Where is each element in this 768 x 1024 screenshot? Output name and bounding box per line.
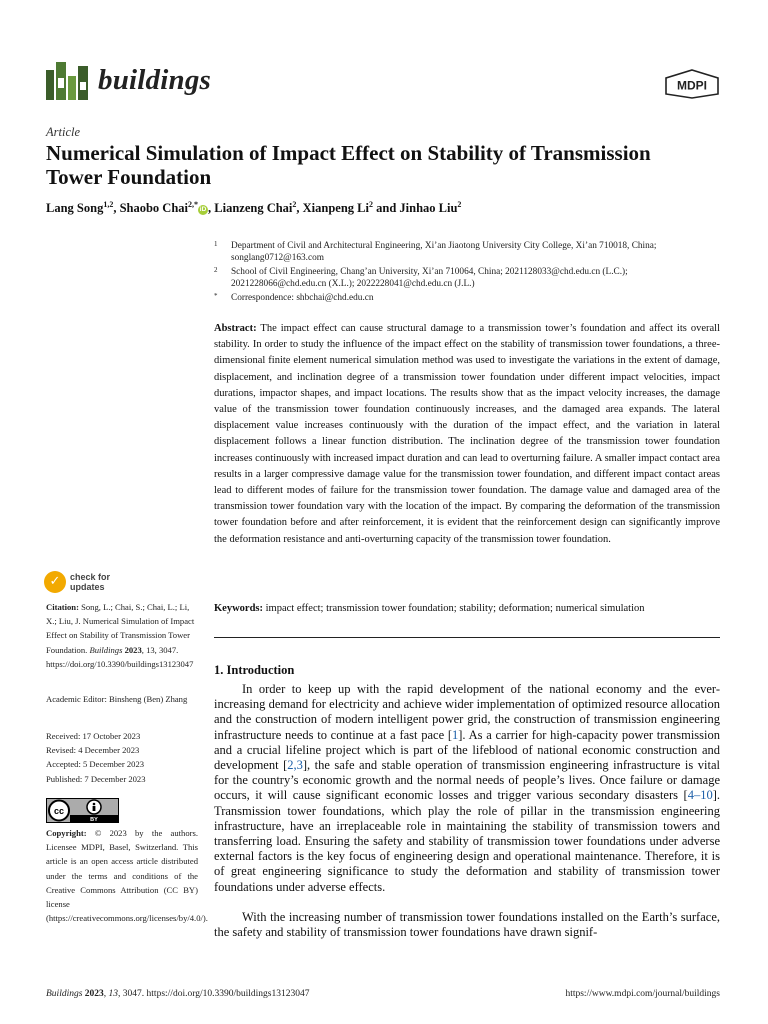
citation-label: Citation: xyxy=(46,602,79,612)
intro-paragraph xyxy=(214,682,720,895)
paragraph-text: ]. Transmission tower foundations, which play the role of pillar in the transmission engineering infrastructure, have an irreplaceable role in maintaining the stability of transmission towers and transferring load. Ensuring the safety and stability of transmission tower foundations under adverse external factors is the key focus of engineering design and operational maintenance. Therefore, it is of great engineering significance to study the deformation and stability of transmission tower foundations under adverse effects. xyxy=(214,788,720,894)
affiliation-number: 2 xyxy=(214,266,218,274)
check-updates-label xyxy=(70,572,110,592)
author-separator: and xyxy=(373,201,400,216)
check-updates-line: check for xyxy=(70,572,111,582)
accepted-date: Accepted: 5 December 2023 xyxy=(46,759,145,770)
author-affiliation: 1,2 xyxy=(103,200,114,209)
author-affiliation: 2 xyxy=(369,200,373,209)
correspondence-mark: * xyxy=(214,292,218,300)
author-separator: , xyxy=(296,201,303,216)
affiliation-2 xyxy=(214,266,720,290)
check-for-updates-button[interactable] xyxy=(44,571,164,595)
publisher-name: MDPI xyxy=(677,78,707,93)
svg-text:cc: cc xyxy=(53,806,65,816)
copyright-notice xyxy=(46,826,208,925)
citation-details[interactable]: , 13, 3047. https://doi.org/10.3390/buildings13123047 xyxy=(46,644,194,669)
citation-link[interactable]: 1 xyxy=(452,727,459,742)
abstract-text: The impact effect can cause structural damage to a transmission tower’s foundation and affect its overall stability. In order to study the influence of the impact effect on the stability of transmission tower foundations, a three-dimensional finite element numerical simulation method was used to investigate the variations in the extent of damage, displacement, and inclination degree of a transmission tower foundation under different impact velocities, impact durations, impactor shapes, and impact locations. The results show that as the impact velocity increases, the damage value of the transmission tower foundation continuously increases, and the damaged area expands. The lateral displacement value increases continuously with the duration of the impact effect, and the variation in lateral displacement follows a linear function distribution. The inclination degree of the transmission tower foundation increases continuously with increased impact duration and can lead to overturning failure. A smaller impact contact area results in a larger compressive damage value for the transmission tower foundation, and different impact contact areas lead to different modes of failure for the transmission tower foundation. The damage value and damaged area of the transmission tower foundation vary with the location of the impact. By comparing the deformation of the transmission tower foundation before and after reinforcement, it is evident that the reinforcement design can significantly improve the deformation resistance and anti-overturning capacity of the transmission tower foundation. xyxy=(214,323,720,545)
author-affiliation: 2 xyxy=(292,200,297,209)
copyright-label: Copyright: xyxy=(46,828,87,838)
citation-year: 2023 xyxy=(124,644,142,655)
article-title: Numerical Simulation of Impact Effect on Stability of Transmission Tower Foundation xyxy=(46,141,651,189)
author-affiliation: 2 xyxy=(457,200,462,209)
footer-journal: Buildings xyxy=(46,989,83,999)
received-date: Received: 17 October 2023 xyxy=(46,731,141,741)
academic-editor: Academic Editor: Binsheng (Ben) Zhang xyxy=(46,694,188,704)
publication-dates xyxy=(46,729,198,786)
affiliation-1 xyxy=(214,240,720,264)
abstract-label: Abstract: xyxy=(214,323,257,334)
author-name[interactable]: Shaobo Chai xyxy=(119,201,189,216)
author-separator: , xyxy=(208,201,215,216)
intro-paragraph: With the increasing number of transmission tower foundations installed on the Earth’s surface, the safety and stability of transmission tower foundations have drawn signif- xyxy=(214,910,720,940)
mdpi-logo-icon[interactable] xyxy=(664,69,720,99)
citation-link[interactable]: 4–10 xyxy=(687,788,713,803)
journal-name[interactable]: buildings xyxy=(98,64,212,96)
author-name[interactable]: Lianzeng Chai xyxy=(214,201,293,216)
section-heading: 1. Introduction xyxy=(214,663,295,677)
article-type: Article xyxy=(46,125,81,139)
cc-by-license-icon[interactable] xyxy=(46,798,119,823)
author-affiliation: 2,* xyxy=(188,200,199,209)
citation-link[interactable]: 2,3 xyxy=(287,758,303,773)
journal-url-link[interactable]: https://www.mdpi.com/journal/buildings xyxy=(565,989,720,999)
keywords-text: impact effect; transmission tower foundation; stability; deformation; numerical simulation xyxy=(265,603,645,614)
author-separator: , xyxy=(113,201,120,216)
section-divider xyxy=(214,637,720,638)
published-date: Published: 7 December 2023 xyxy=(46,773,146,784)
cc-by-label: BY xyxy=(90,817,98,823)
correspondence xyxy=(214,292,720,304)
paragraph-text: In order to keep up with the rapid development of the national economy and the ever-increasing demand for electricity and achieve wider implementation of optimized resource allocation and the construction of modern intelligent power grid, the construction of transmission engineering infrastructure needs to continue at a fast pace [ xyxy=(214,682,720,742)
affiliation-text: School of Civil Engineering, Chang’an University, Xi’an 710064, China; 2021128033@chd.edu.cn (L.C.); 2021228066@chd.edu.cn (X.L.); 2022228041@chd.edu.cn (J.L.) xyxy=(231,267,628,289)
check-icon: ✓ xyxy=(44,571,66,593)
author-name[interactable]: Lang Song xyxy=(46,201,104,216)
keywords xyxy=(214,603,720,614)
paragraph-text: ]. As a carrier for high-capacity power transmission and a crucial lifeline project which is part of the lifeblood of national economic construction and development [ xyxy=(214,727,720,773)
author-name[interactable]: Jinhao Liu xyxy=(399,201,458,216)
journal-logo-icon xyxy=(46,62,90,100)
affiliation-text: Department of Civil and Architectural Engineering, Xi’an Jiaotong University City College, Xi’an 710018, China; songlang0712@163.com xyxy=(231,241,657,263)
orcid-icon[interactable]: iD xyxy=(199,206,207,214)
revised-date: Revised: 4 December 2023 xyxy=(46,745,140,756)
affiliation-number: 1 xyxy=(214,240,218,248)
copyright-text: © 2023 by the authors. Licensee MDPI, Basel, Switzerland. This article is an open access article distributed under the terms and conditions of the Creative Commons Attribution (CC BY) license (https://creativecommons.org/licenses/by/4.0/). xyxy=(46,828,208,924)
abstract xyxy=(214,321,720,548)
paragraph-text: ], the safe and stable operation of transmission engineering infrastructure is vital for the country’s economic growth and the normal needs of people’s lives. Once failure or damage occurs, it will cause significant economic losses and trigger various secondary disasters [ xyxy=(214,758,720,803)
footer-volume: 13 xyxy=(108,989,119,999)
citation-text: Song, L.; Chai, S.; Chai, L.; Li, X.; Liu, J. Numerical Simulation of Impact Effect on Stability of Transmission Tower Foundation. xyxy=(46,602,195,655)
author-name[interactable]: Xianpeng Li xyxy=(302,201,369,216)
footer-year: 2023 xyxy=(84,989,104,999)
author-list xyxy=(46,200,461,216)
citation-journal: Buildings xyxy=(89,644,123,655)
correspondence-text: Correspondence: shbchai@chd.edu.cn xyxy=(231,293,374,303)
footer-citation: Buildings 2023, 13, 3047. https://doi.org/10.3390/buildings13123047 xyxy=(46,989,310,999)
check-updates-line: updates xyxy=(70,582,105,592)
footer-doi[interactable]: , 3047. https://doi.org/10.3390/buildings13123047 xyxy=(118,989,310,999)
citation-block xyxy=(46,600,198,671)
keywords-label: Keywords: xyxy=(214,603,263,614)
